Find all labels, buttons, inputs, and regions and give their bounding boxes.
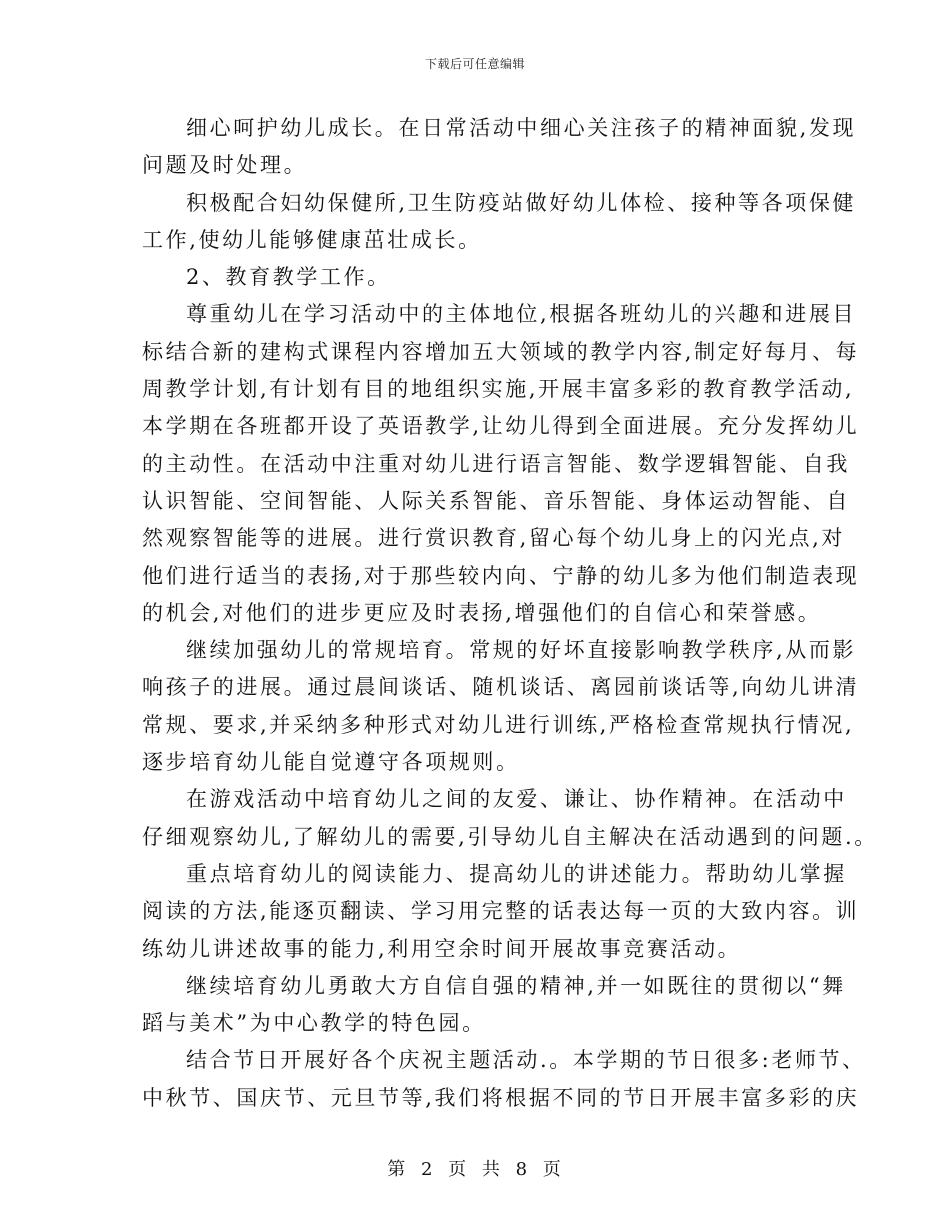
text-line: 问题及时处理。	[142, 153, 308, 178]
text-line: 他们进行适当的表扬,对于那些较内向、宁静的幼儿多为他们制造表现	[142, 563, 860, 588]
text-line: 然观察智能等的进展。进行赏识教育,留心每个幼儿身上的闪光点,对	[142, 526, 845, 551]
text-line: 工作,使幼儿能够健康茁壮成长。	[142, 227, 482, 252]
text-line: 周教学计划,有计划有目的地组织实施,开展丰富多彩的教育教学活动,	[142, 377, 855, 402]
text-line: 在游戏活动中培育幼儿之间的友爱、谦让、协作精神。在活动中	[186, 787, 847, 812]
text-line: 阅读的方法,能逐页翻读、学习用完整的话表达每一页的大致内容。训	[142, 899, 860, 924]
text-line: 认识智能、空间智能、人际关系智能、音乐智能、身体运动智能、自	[142, 488, 850, 513]
text-line: 常规、要求,并采纳多种形式对幼儿进行训练,严格检查常规执行情况,	[142, 712, 855, 737]
page-footer: 第 2 页 共 8 页	[387, 1159, 563, 1180]
text-line: 逐步培育幼儿能自觉遵守各项规则。	[142, 750, 520, 775]
text-line: 蹈与美术”为中心教学的特色园。	[142, 1011, 486, 1036]
text-line: 尊重幼儿在学习活动中的主体地位,根据各班幼儿的兴趣和进展目	[186, 302, 857, 327]
text-line: 标结合新的建构式课程内容增加五大领域的教学内容,制定好每月、每	[142, 339, 860, 364]
text-line: 2、教育教学工作。	[186, 265, 391, 290]
body-text	[142, 110, 878, 1117]
text-line: 结合节日开展好各个庆祝主题活动.。本学期的节日很多:老师节、	[186, 1048, 866, 1073]
text-line: 继续培育幼儿勇敢大方自信自强的精神,并一如既往的贯彻以“舞	[186, 973, 846, 998]
text-line: 练幼儿讲述故事的能力,利用空余时间开展故事竞赛活动。	[142, 936, 742, 961]
text-line: 的主动性。在活动中注重对幼儿进行语言智能、数学逻辑智能、自我	[142, 451, 850, 476]
text-line: 仔细观察幼儿,了解幼儿的需要,引导幼儿自主解决在活动遇到的问题.。	[142, 824, 878, 849]
text-line: 响孩子的进展。通过晨间谈话、随机谈话、离园前谈话等,向幼儿讲清	[142, 675, 860, 700]
text-line: 细心呵护幼儿成长。在日常活动中细心关注孩子的精神面貌,发现	[186, 116, 857, 140]
text-line: 积极配合妇幼保健所,卫生防疫站做好幼儿体检、接种等各项保健	[186, 190, 857, 215]
text-line: 继续加强幼儿的常规培育。常规的好坏直接影响教学秩序,从而影	[186, 638, 857, 663]
text-line: 中秋节、国庆节、元旦节等,我们将根据不同的节日开展丰富多彩的庆	[142, 1085, 860, 1110]
header-note: 下载后可任意编辑	[424, 57, 525, 71]
text-line: 的机会,对他们的进步更应及时表扬,增强他们的自信心和荣誉感。	[142, 600, 822, 625]
text-line: 重点培育幼儿的阅读能力、提高幼儿的讲述能力。帮助幼儿掌握	[186, 861, 847, 886]
text-line: 本学期在各班都开设了英语教学,让幼儿得到全面进展。充分发挥幼儿	[142, 414, 860, 439]
